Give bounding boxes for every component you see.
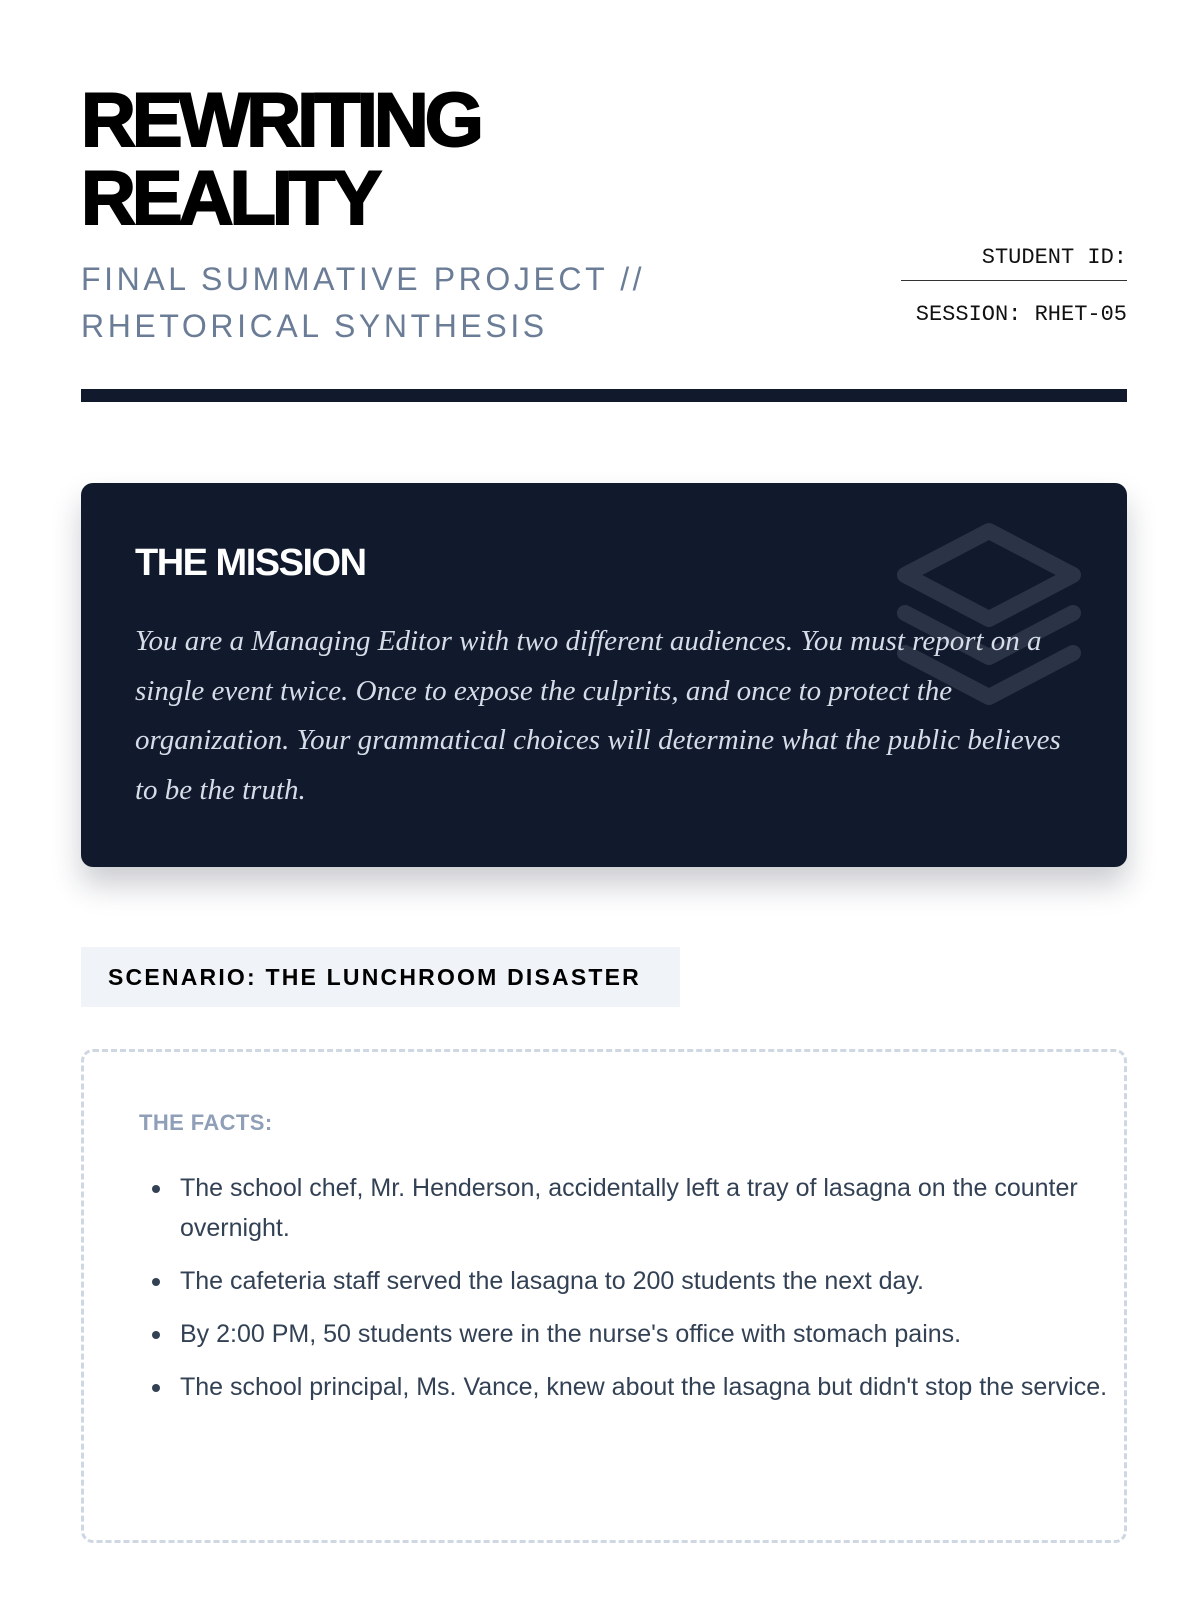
- facts-label: THE FACTS:: [139, 1110, 273, 1135]
- page-header: [81, 0, 1127, 402]
- session-code: SESSION: RHET-05: [915, 302, 1127, 327]
- header-divider: [81, 389, 1127, 402]
- student-meta: [901, 242, 1127, 327]
- facts-list: [140, 1168, 1110, 1420]
- mission-text: You are a Managing Editor with two different audiences. You must report on a single event twice. Once to expose the culprits, and once to protect the organization. Your grammatical choices will determine what the public believes to be the truth.: [135, 625, 1061, 806]
- mission-title: THE MISSION: [135, 542, 366, 584]
- fact-item: The school chef, Mr. Henderson, accidentally left a tray of lasagna on the counter overnight.: [180, 1168, 1110, 1248]
- page-title-line-2: REALITY: [81, 156, 379, 241]
- facts-box: [81, 1049, 1127, 1543]
- student-id-field[interactable]: STUDENT ID:: [901, 242, 1127, 281]
- fact-item: The school principal, Ms. Vance, knew about the lasagna but didn't stop the service.: [180, 1367, 1110, 1407]
- scenario-label: SCENARIO: THE LUNCHROOM DISASTER: [81, 947, 680, 1007]
- page-title-line-1: REWRITING: [81, 78, 480, 163]
- fact-item: By 2:00 PM, 50 students were in the nurse's office with stomach pains.: [180, 1314, 1110, 1354]
- page-subtitle: [81, 256, 645, 350]
- fact-item: The cafeteria staff served the lasagna to 200 students the next day.: [180, 1261, 1110, 1301]
- mission-card: [81, 483, 1127, 867]
- worksheet-page: [81, 0, 1127, 1401]
- page-subtitle-line-2: RHETORICAL SYNTHESIS: [81, 308, 548, 344]
- page-subtitle-line-1: FINAL SUMMATIVE PROJECT //: [81, 261, 646, 297]
- page-title: [81, 78, 480, 241]
